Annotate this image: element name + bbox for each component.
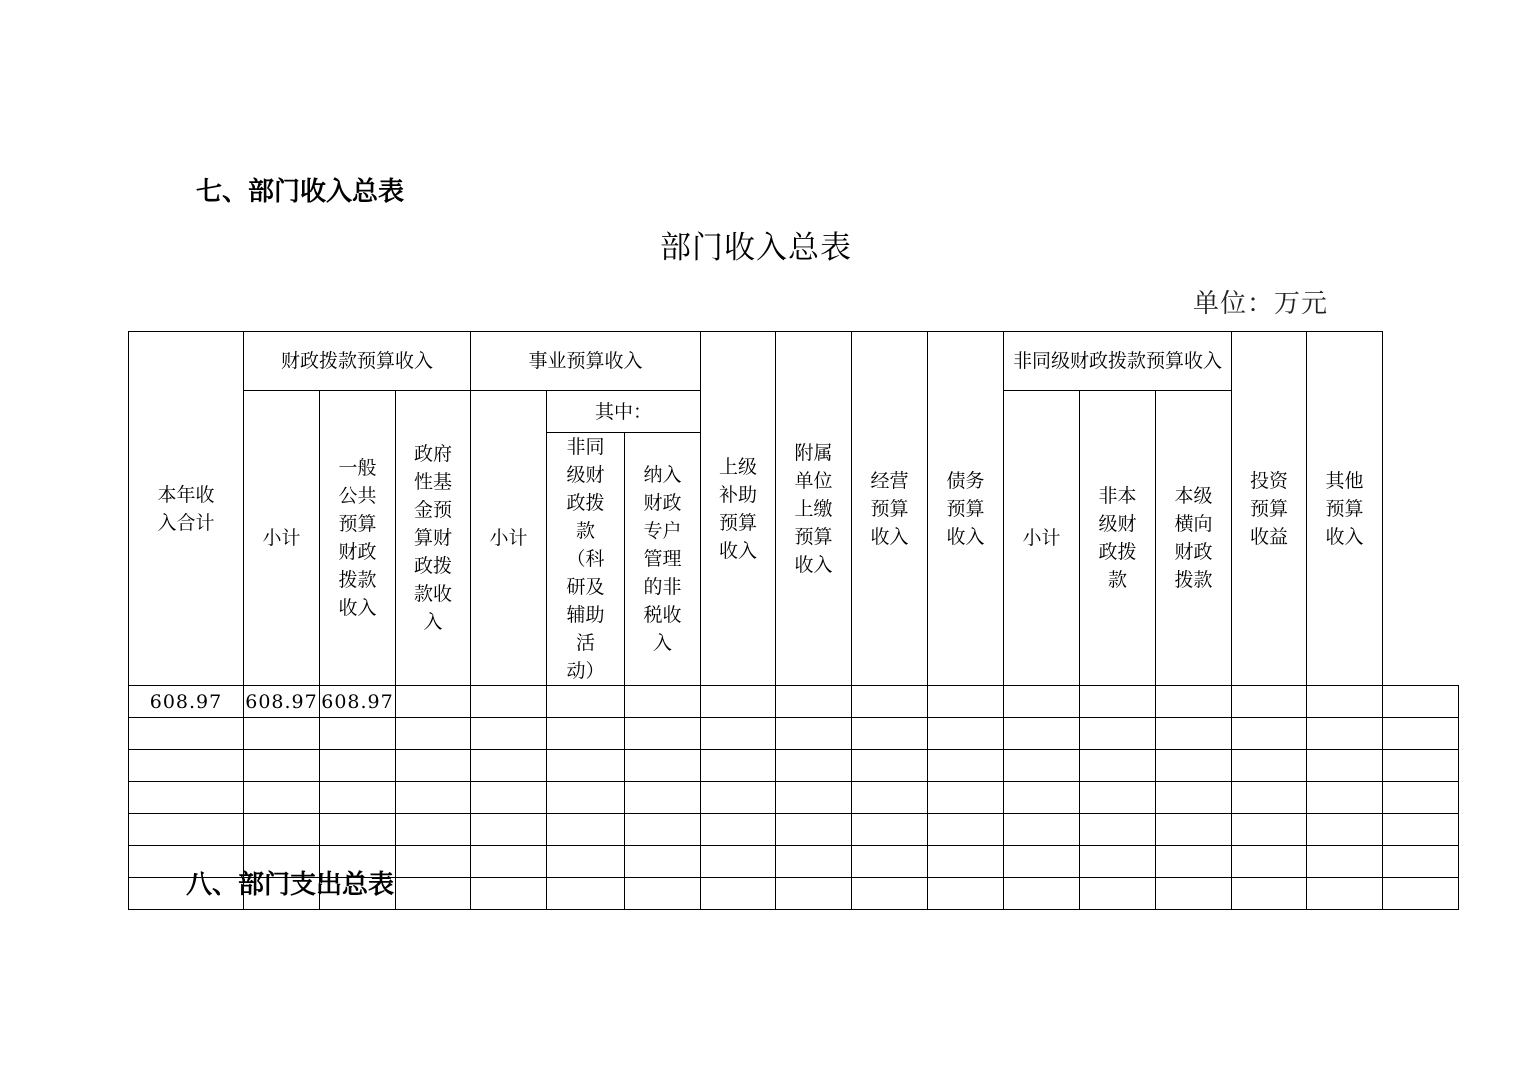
section-heading-8: 八、部门支出总表 [186,870,395,900]
header-total: 本年收入合计 [129,332,244,686]
cell [244,750,320,782]
header-career-subtotal: 小计 [471,391,547,686]
cell [701,878,776,910]
cell [471,718,547,750]
header-operating: 经营预算收入 [852,332,928,686]
cell [129,814,244,846]
table-row [129,686,1459,718]
cell [1080,878,1156,910]
cell [1232,686,1307,718]
header-career-group: 事业预算收入 [471,332,701,391]
cell [1307,718,1383,750]
cell [1080,814,1156,846]
cell [625,686,701,718]
cell [396,878,471,910]
header-superior-subsidy: 上级补助预算收入 [701,332,776,686]
cell [701,814,776,846]
cell [471,846,547,878]
cell [625,814,701,846]
cell [1232,814,1307,846]
cell [1383,878,1459,910]
cell [1307,750,1383,782]
header-career-of-which: 其中： [547,391,701,433]
cell [396,750,471,782]
cell [1307,814,1383,846]
cell [1232,846,1307,878]
cell [547,814,625,846]
cell [396,718,471,750]
cell [928,878,1004,910]
cell [244,718,320,750]
cell [547,782,625,814]
cell [547,878,625,910]
cell [320,814,396,846]
cell [1080,686,1156,718]
cell [471,686,547,718]
header-fiscal-gov-fund: 政府性基金预算财政拨款收入 [396,391,471,686]
table-row [129,782,1459,814]
income-summary-table [128,331,1459,910]
cell [1004,878,1080,910]
header-investment: 投资预算收益 [1232,332,1307,686]
cell [244,782,320,814]
cell [396,782,471,814]
cell [1004,718,1080,750]
header-fiscal-group: 财政拨款预算收入 [244,332,471,391]
cell [852,846,928,878]
cell [928,750,1004,782]
cell [244,814,320,846]
cell [1307,782,1383,814]
cell [928,814,1004,846]
cell [776,686,852,718]
cell [852,750,928,782]
cell [776,782,852,814]
header-non-same-non-local: 非本级财政拨款 [1080,391,1156,686]
cell [471,782,547,814]
header-career-special-account: 纳入财政专户管理的非税收入 [625,433,701,686]
cell [1004,782,1080,814]
header-affiliated-unit: 附属单位上缴预算收入 [776,332,852,686]
cell [776,878,852,910]
cell [625,782,701,814]
cell [1383,686,1459,718]
cell [129,750,244,782]
cell [547,718,625,750]
cell [1307,846,1383,878]
cell [1156,878,1232,910]
cell [701,846,776,878]
cell [928,718,1004,750]
cell [1307,686,1383,718]
cell [852,878,928,910]
cell [1383,846,1459,878]
cell [1383,718,1459,750]
cell [852,718,928,750]
cell [471,750,547,782]
cell [1156,814,1232,846]
cell [776,750,852,782]
header-fiscal-general: 一般公共预算财政拨款收入 [320,391,396,686]
cell [471,878,547,910]
cell [625,750,701,782]
cell [1232,878,1307,910]
unit-label: 单位：万元 [1192,289,1328,319]
cell [396,846,471,878]
cell [1156,782,1232,814]
cell [625,718,701,750]
cell [320,750,396,782]
cell [1080,782,1156,814]
cell [928,782,1004,814]
cell [1156,846,1232,878]
cell [1232,718,1307,750]
cell [701,782,776,814]
cell [396,686,471,718]
cell [1156,750,1232,782]
cell [1080,846,1156,878]
cell [701,718,776,750]
cell [776,718,852,750]
cell [471,814,547,846]
table-title: 部门收入总表 [660,230,852,266]
cell [320,718,396,750]
cell [1080,718,1156,750]
header-other: 其他预算收入 [1307,332,1383,686]
cell [928,686,1004,718]
cell [1004,750,1080,782]
cell [928,846,1004,878]
cell [129,782,244,814]
cell [852,686,928,718]
cell [776,814,852,846]
cell [701,750,776,782]
cell [1383,782,1459,814]
cell: 608.97 [320,686,396,718]
cell [320,782,396,814]
cell [1004,814,1080,846]
cell [1383,750,1459,782]
cell [701,686,776,718]
cell [852,782,928,814]
cell [776,846,852,878]
table-row [129,814,1459,846]
section-heading-7: 七、部门收入总表 [196,177,405,207]
cell [1156,718,1232,750]
cell [1383,814,1459,846]
cell [1004,846,1080,878]
cell [1004,686,1080,718]
cell [625,878,701,910]
header-non-same-horizontal: 本级横向财政拨款 [1156,391,1232,686]
cell [1156,686,1232,718]
header-debt: 债务预算收入 [928,332,1004,686]
cell [1232,782,1307,814]
cell [547,750,625,782]
cell [547,686,625,718]
cell [1080,750,1156,782]
cell [129,718,244,750]
cell: 608.97 [244,686,320,718]
header-non-same-group: 非同级财政拨款预算收入 [1004,332,1232,391]
cell [1307,878,1383,910]
header-career-non-same-level: 非同级财政拨款（科研及辅助活动） [547,433,625,686]
header-non-same-subtotal: 小计 [1004,391,1080,686]
header-fiscal-subtotal: 小计 [244,391,320,686]
cell [547,846,625,878]
cell [1232,750,1307,782]
cell [852,814,928,846]
cell: 608.97 [129,686,244,718]
table-row [129,718,1459,750]
cell [625,846,701,878]
table-row [129,750,1459,782]
cell [396,814,471,846]
